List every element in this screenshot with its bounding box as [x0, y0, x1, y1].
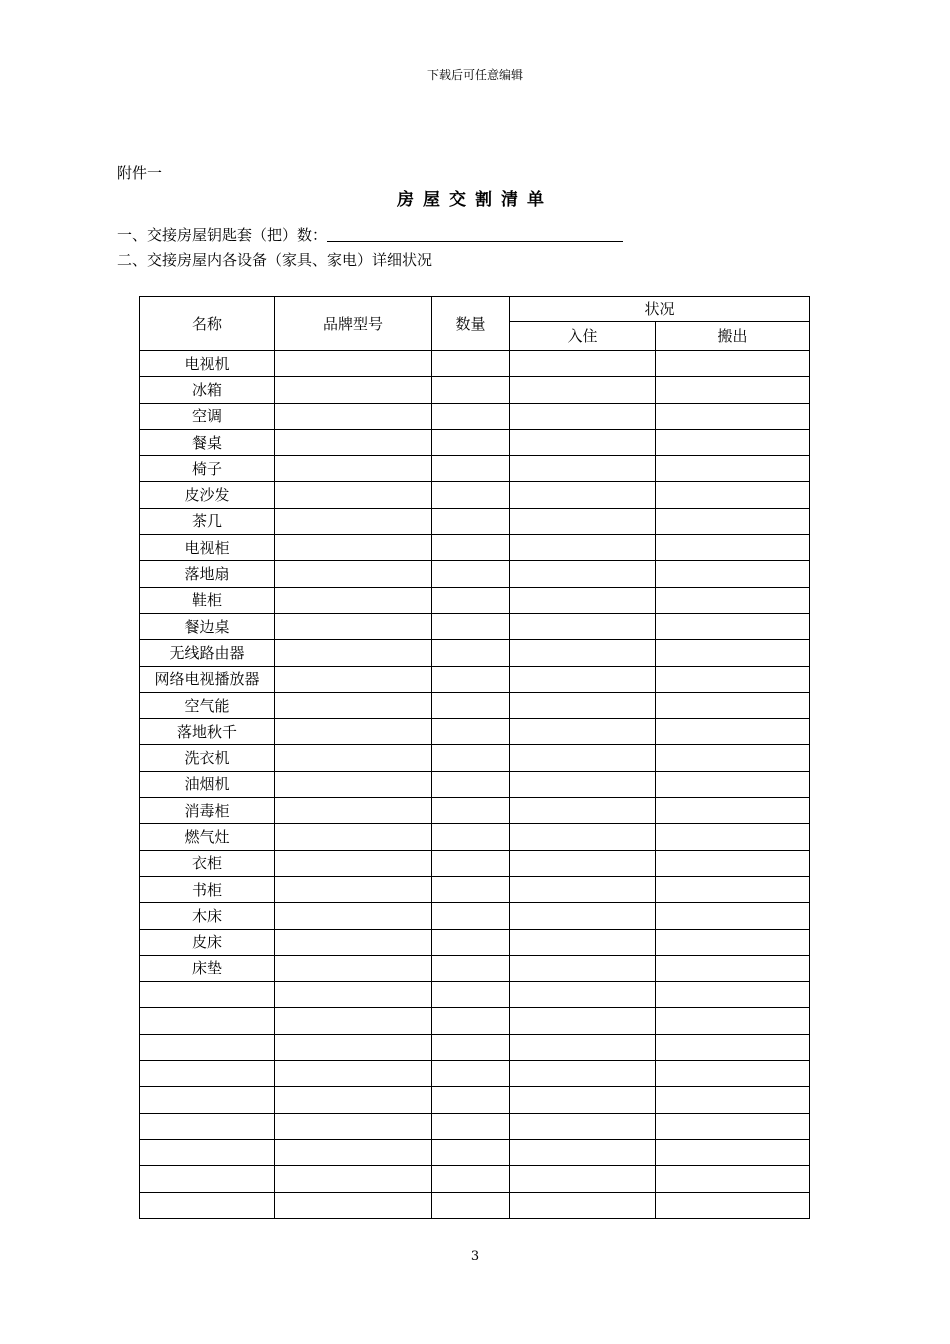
brand-model-cell[interactable] — [275, 561, 432, 587]
move-in-cell[interactable] — [510, 1087, 656, 1113]
move-in-cell[interactable] — [510, 903, 656, 929]
item-name — [140, 1087, 275, 1113]
move-in-cell[interactable] — [510, 955, 656, 981]
quantity-cell[interactable] — [432, 1113, 510, 1139]
quantity-cell[interactable] — [432, 351, 510, 377]
table-row — [140, 377, 810, 403]
move-out-cell[interactable] — [656, 561, 810, 587]
item-name: 落地秋千 — [140, 719, 275, 745]
move-in-cell[interactable] — [510, 561, 656, 587]
item-name: 椅子 — [140, 456, 275, 482]
item-name: 冰箱 — [140, 377, 275, 403]
keys-count-label: 一、交接房屋钥匙套（把）数： — [117, 226, 328, 244]
move-out-cell[interactable] — [656, 1192, 810, 1218]
table-row — [140, 824, 810, 850]
header-note: 下载后可任意编辑 — [426, 68, 523, 82]
table-row — [140, 929, 810, 955]
brand-model-cell[interactable] — [275, 745, 432, 771]
move-in-cell[interactable] — [510, 613, 656, 639]
item-name — [140, 1113, 275, 1139]
item-name: 燃气灶 — [140, 824, 275, 850]
brand-model-cell[interactable] — [275, 351, 432, 377]
table-row — [140, 403, 810, 429]
quantity-cell[interactable] — [432, 535, 510, 561]
quantity-cell[interactable] — [432, 1008, 510, 1034]
table-row — [140, 1087, 810, 1113]
move-out-cell[interactable] — [656, 771, 810, 797]
equipment-status-label: 二、交接房屋内各设备（家具、家电）详细状况 — [117, 251, 433, 269]
quantity-cell[interactable] — [432, 798, 510, 824]
brand-model-cell[interactable] — [275, 403, 432, 429]
move-in-cell[interactable] — [510, 666, 656, 692]
move-out-cell[interactable] — [656, 666, 810, 692]
table-row — [140, 1139, 810, 1165]
move-in-cell[interactable] — [510, 429, 656, 455]
table-row — [140, 1113, 810, 1139]
item-name: 餐边桌 — [140, 613, 275, 639]
move-out-cell[interactable] — [656, 640, 810, 666]
item-name — [140, 1061, 275, 1087]
quantity-cell[interactable] — [432, 377, 510, 403]
table-row — [140, 798, 810, 824]
brand-model-cell[interactable] — [275, 771, 432, 797]
quantity-cell[interactable] — [432, 403, 510, 429]
brand-model-cell[interactable] — [275, 982, 432, 1008]
quantity-cell[interactable] — [432, 587, 510, 613]
quantity-cell[interactable] — [432, 1139, 510, 1165]
page-title: 房屋交割清单 — [397, 190, 553, 210]
header-quantity: 数量 — [432, 297, 510, 351]
quantity-cell[interactable] — [432, 666, 510, 692]
table-row — [140, 903, 810, 929]
move-out-cell[interactable] — [656, 508, 810, 534]
brand-model-cell[interactable] — [275, 903, 432, 929]
brand-model-cell[interactable] — [275, 1061, 432, 1087]
move-out-cell[interactable] — [656, 824, 810, 850]
brand-model-cell[interactable] — [275, 587, 432, 613]
move-out-cell[interactable] — [656, 429, 810, 455]
table-row — [140, 666, 810, 692]
quantity-cell[interactable] — [432, 1166, 510, 1192]
move-in-cell[interactable] — [510, 745, 656, 771]
attachment-label: 附件一 — [117, 164, 163, 182]
item-name: 床垫 — [140, 955, 275, 981]
brand-model-cell[interactable] — [275, 719, 432, 745]
table-row — [140, 535, 810, 561]
move-out-cell[interactable] — [656, 1113, 810, 1139]
brand-model-cell[interactable] — [275, 955, 432, 981]
table-row — [140, 456, 810, 482]
item-name: 餐桌 — [140, 429, 275, 455]
keys-count-line — [117, 224, 623, 245]
item-name: 网络电视播放器 — [140, 666, 275, 692]
brand-model-cell[interactable] — [275, 1034, 432, 1060]
move-out-cell[interactable] — [656, 982, 810, 1008]
brand-model-cell[interactable] — [275, 798, 432, 824]
item-name: 皮沙发 — [140, 482, 275, 508]
quantity-cell[interactable] — [432, 1192, 510, 1218]
keys-count-blank[interactable] — [327, 227, 623, 242]
item-name: 木床 — [140, 903, 275, 929]
move-in-cell[interactable] — [510, 508, 656, 534]
item-name — [140, 982, 275, 1008]
move-out-cell[interactable] — [656, 1061, 810, 1087]
item-name: 皮床 — [140, 929, 275, 955]
brand-model-cell[interactable] — [275, 429, 432, 455]
quantity-cell[interactable] — [432, 719, 510, 745]
table-row — [140, 850, 810, 876]
item-name: 空气能 — [140, 692, 275, 718]
move-in-cell[interactable] — [510, 535, 656, 561]
quantity-cell[interactable] — [432, 456, 510, 482]
brand-model-cell[interactable] — [275, 1139, 432, 1165]
table-row — [140, 982, 810, 1008]
move-in-cell[interactable] — [510, 1008, 656, 1034]
brand-model-cell[interactable] — [275, 1166, 432, 1192]
move-in-cell[interactable] — [510, 587, 656, 613]
quantity-cell[interactable] — [432, 745, 510, 771]
brand-model-cell[interactable] — [275, 377, 432, 403]
move-out-cell[interactable] — [656, 1087, 810, 1113]
item-name: 茶几 — [140, 508, 275, 534]
brand-model-cell[interactable] — [275, 482, 432, 508]
move-in-cell[interactable] — [510, 798, 656, 824]
item-name: 鞋柜 — [140, 587, 275, 613]
move-in-cell[interactable] — [510, 1113, 656, 1139]
move-in-cell[interactable] — [510, 640, 656, 666]
table-row — [140, 640, 810, 666]
table-row — [140, 745, 810, 771]
item-name: 电视机 — [140, 351, 275, 377]
move-in-cell[interactable] — [510, 1166, 656, 1192]
table-row — [140, 771, 810, 797]
quantity-cell[interactable] — [432, 955, 510, 981]
move-out-cell[interactable] — [656, 745, 810, 771]
item-name: 洗衣机 — [140, 745, 275, 771]
move-out-cell[interactable] — [656, 1008, 810, 1034]
table-row — [140, 613, 810, 639]
move-in-cell[interactable] — [510, 377, 656, 403]
quantity-cell[interactable] — [432, 1061, 510, 1087]
move-out-cell[interactable] — [656, 587, 810, 613]
item-name: 衣柜 — [140, 850, 275, 876]
quantity-cell[interactable] — [432, 508, 510, 534]
item-name — [140, 1192, 275, 1218]
brand-model-cell[interactable] — [275, 876, 432, 902]
quantity-cell[interactable] — [432, 929, 510, 955]
quantity-cell[interactable] — [432, 824, 510, 850]
move-out-cell[interactable] — [656, 929, 810, 955]
table-row — [140, 955, 810, 981]
move-in-cell[interactable] — [510, 850, 656, 876]
brand-model-cell[interactable] — [275, 824, 432, 850]
move-in-cell[interactable] — [510, 692, 656, 718]
item-name — [140, 1034, 275, 1060]
brand-model-cell[interactable] — [275, 640, 432, 666]
move-out-cell[interactable] — [656, 1166, 810, 1192]
table-row — [140, 1008, 810, 1034]
header-brand-model: 品牌型号 — [275, 297, 432, 351]
header-move-out: 搬出 — [656, 322, 810, 351]
header-status: 状况 — [510, 297, 810, 322]
move-out-cell[interactable] — [656, 692, 810, 718]
page-number: 3 — [470, 1249, 480, 1264]
table-row — [140, 351, 810, 377]
item-name: 消毒柜 — [140, 798, 275, 824]
table-row — [140, 561, 810, 587]
quantity-cell[interactable] — [432, 850, 510, 876]
move-out-cell[interactable] — [656, 1139, 810, 1165]
quantity-cell[interactable] — [432, 1087, 510, 1113]
quantity-cell[interactable] — [432, 982, 510, 1008]
brand-model-cell[interactable] — [275, 929, 432, 955]
quantity-cell[interactable] — [432, 482, 510, 508]
move-in-cell[interactable] — [510, 456, 656, 482]
item-name — [140, 1008, 275, 1034]
brand-model-cell[interactable] — [275, 1192, 432, 1218]
move-in-cell[interactable] — [510, 719, 656, 745]
move-in-cell[interactable] — [510, 929, 656, 955]
move-in-cell[interactable] — [510, 1192, 656, 1218]
move-out-cell[interactable] — [656, 456, 810, 482]
header-move-in: 入住 — [510, 322, 656, 351]
brand-model-cell[interactable] — [275, 508, 432, 534]
table-row — [140, 876, 810, 902]
table-row — [140, 719, 810, 745]
move-in-cell[interactable] — [510, 1061, 656, 1087]
table-row — [140, 1061, 810, 1087]
inventory-table — [139, 296, 810, 1219]
brand-model-cell[interactable] — [275, 613, 432, 639]
table-row — [140, 429, 810, 455]
table-row — [140, 1166, 810, 1192]
move-out-cell[interactable] — [656, 955, 810, 981]
quantity-cell[interactable] — [432, 613, 510, 639]
move-out-cell[interactable] — [656, 351, 810, 377]
move-in-cell[interactable] — [510, 824, 656, 850]
table-row — [140, 482, 810, 508]
table-row — [140, 587, 810, 613]
quantity-cell[interactable] — [432, 640, 510, 666]
move-out-cell[interactable] — [656, 403, 810, 429]
item-name — [140, 1166, 275, 1192]
quantity-cell[interactable] — [432, 1034, 510, 1060]
table-row — [140, 1034, 810, 1060]
move-in-cell[interactable] — [510, 771, 656, 797]
table-row — [140, 692, 810, 718]
item-name: 电视柜 — [140, 535, 275, 561]
quantity-cell[interactable] — [432, 429, 510, 455]
move-out-cell[interactable] — [656, 719, 810, 745]
quantity-cell[interactable] — [432, 561, 510, 587]
brand-model-cell[interactable] — [275, 692, 432, 718]
table-row — [140, 1192, 810, 1218]
item-name: 空调 — [140, 403, 275, 429]
move-out-cell[interactable] — [656, 876, 810, 902]
table-row — [140, 508, 810, 534]
move-out-cell[interactable] — [656, 535, 810, 561]
item-name — [140, 1139, 275, 1165]
brand-model-cell[interactable] — [275, 1113, 432, 1139]
move-out-cell[interactable] — [656, 613, 810, 639]
brand-model-cell[interactable] — [275, 456, 432, 482]
move-in-cell[interactable] — [510, 982, 656, 1008]
brand-model-cell[interactable] — [275, 850, 432, 876]
move-in-cell[interactable] — [510, 1034, 656, 1060]
quantity-cell[interactable] — [432, 876, 510, 902]
quantity-cell[interactable] — [432, 903, 510, 929]
item-name: 书柜 — [140, 876, 275, 902]
brand-model-cell[interactable] — [275, 666, 432, 692]
item-name: 无线路由器 — [140, 640, 275, 666]
move-in-cell[interactable] — [510, 403, 656, 429]
move-out-cell[interactable] — [656, 903, 810, 929]
move-out-cell[interactable] — [656, 850, 810, 876]
brand-model-cell[interactable] — [275, 1087, 432, 1113]
brand-model-cell[interactable] — [275, 1008, 432, 1034]
move-in-cell[interactable] — [510, 1139, 656, 1165]
move-out-cell[interactable] — [656, 1034, 810, 1060]
move-out-cell[interactable] — [656, 482, 810, 508]
quantity-cell[interactable] — [432, 692, 510, 718]
move-in-cell[interactable] — [510, 482, 656, 508]
move-in-cell[interactable] — [510, 876, 656, 902]
inventory-body — [140, 351, 810, 1219]
item-name: 落地扇 — [140, 561, 275, 587]
brand-model-cell[interactable] — [275, 535, 432, 561]
item-name: 油烟机 — [140, 771, 275, 797]
move-in-cell[interactable] — [510, 351, 656, 377]
header-name: 名称 — [140, 297, 275, 351]
move-out-cell[interactable] — [656, 798, 810, 824]
move-out-cell[interactable] — [656, 377, 810, 403]
quantity-cell[interactable] — [432, 771, 510, 797]
